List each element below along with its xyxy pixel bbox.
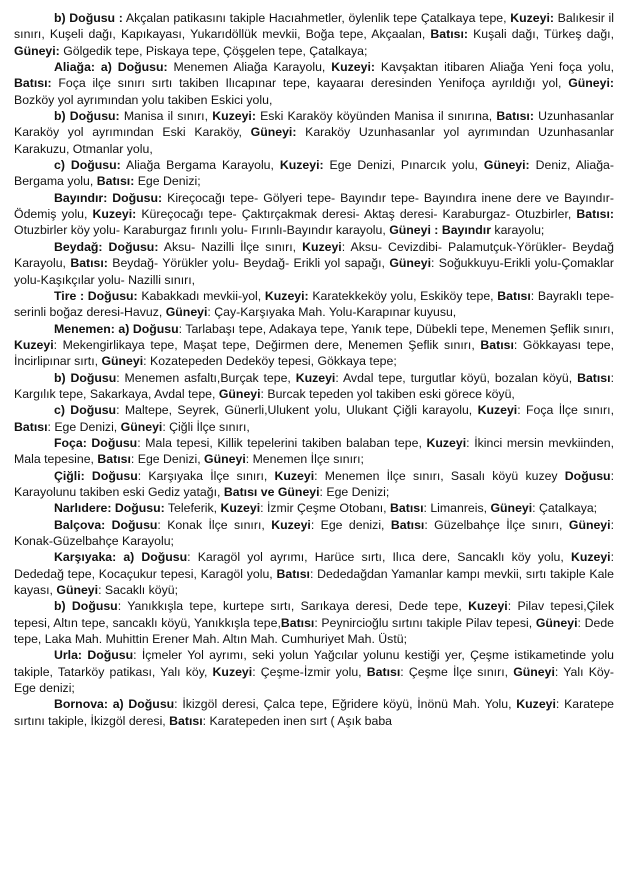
- bold-label: Karşıyaka: a) Doğusu: [54, 550, 188, 565]
- paragraph-text: : Karatepe sırtını takiple, İkizgöl deresi,: [14, 697, 614, 728]
- paragraph-text: Karaköy Uzunhasanlar yol ayrımından Uzunhasanlar Karakuzu, Otmanlar yolu,: [14, 125, 614, 156]
- paragraph: [14, 517, 614, 550]
- paragraph: [14, 468, 614, 501]
- bold-label: Kuzeyi: [220, 501, 261, 516]
- bold-label: Güneyi: [513, 664, 555, 679]
- paragraph-text: Balıkesir il sınırı, Kuşeli dağı, Kapıkayası, Yukarıdöllük mevkii, Boğa tepe, Akçaalan,: [14, 11, 614, 42]
- paragraph-text: : Aksu- Cevizdibi- Palamutçuk-Yörükler- Beydağ Karayolu,: [14, 239, 614, 271]
- bold-label: Kuzeyi: [426, 435, 467, 450]
- bold-label: Kuzeyi: [477, 403, 518, 418]
- bold-label: Kuzeyi:: [212, 109, 256, 124]
- paragraph-text: Otuzbirler köy yolu- Karaburgaz fırınlı yolu- Fırınlı-Bayındır karayolu,: [14, 223, 390, 238]
- bold-label: Kuzeyi: [212, 664, 253, 679]
- bold-label: Çiğli: Doğusu: [54, 468, 138, 483]
- paragraph-text: : Ege Denizi,: [47, 419, 121, 434]
- bold-label: Güneyi : Bayındır: [389, 223, 492, 238]
- paragraph: [14, 157, 614, 190]
- paragraph: [14, 647, 614, 696]
- bold-label: Beydağ: Doğusu:: [54, 239, 159, 254]
- paragraph-text: : Gökkayası tepe, İncirlipınar sırtı,: [14, 337, 614, 369]
- bold-label: c) Doğusu: [54, 403, 117, 418]
- bold-label: Foça: Doğusu: [54, 435, 138, 450]
- paragraph-text: Akçalan patikasını takiple Hacıahmetler, öylenlik tepe Çatalkaya tepe,: [122, 11, 511, 25]
- paragraph-text: Bozköy yol ayrımından yolu takiben Eskici yolu,: [14, 92, 273, 107]
- bold-label: Batısı: [390, 517, 425, 532]
- bold-label: Batısı ve Güneyi: [223, 484, 320, 499]
- bold-label: Güneyi: [490, 501, 533, 516]
- paragraph: [14, 190, 614, 239]
- paragraph-text: : Karşıyaka İlçe sınırı,: [137, 468, 275, 483]
- paragraph: [14, 435, 614, 468]
- paragraph-text: : Sacaklı köyü;: [98, 583, 179, 598]
- paragraph-text: Kavşaktan itibaren Aliağa Yeni foça yolu,: [374, 60, 614, 75]
- paragraph-text: Manisa il sınırı,: [119, 109, 213, 124]
- bold-label: Aliağa: a) Doğusu:: [54, 60, 168, 75]
- paragraph: [14, 239, 614, 288]
- paragraph: [14, 500, 614, 516]
- document-body: [14, 10, 614, 729]
- paragraph-text: : İkizgöl deresi, Çalca tepe, Eğridere köyü, İnönü Mah. Yolu,: [174, 697, 517, 712]
- bold-label: Kuzeyi: [295, 370, 336, 385]
- paragraph-text: : Ege Denizi,: [130, 452, 205, 467]
- bold-label: Batısı: [280, 615, 315, 630]
- bold-label: Güneyi: [389, 256, 431, 271]
- paragraph-text: : Dededağdan Yamanlar kampı mevkii, sırtı takiple Kale kayası,: [14, 566, 615, 598]
- bold-label: Kuzeyi:: [331, 60, 375, 75]
- bold-label: Güneyi: [535, 615, 578, 630]
- paragraph-text: : İzmir Çeşme Otobanı,: [260, 501, 390, 516]
- paragraph-text: : Karatepeden inen sırt ( Aşık baba: [202, 713, 392, 728]
- paragraph-text: : Menemen İlçe sınırı, Sasalı köyü kuzey: [314, 468, 565, 483]
- paragraph-text: : Çay-Karşıyaka Mah. Yolu-Karapınar kuyusu,: [207, 305, 457, 320]
- bold-label: Batısı: [390, 501, 424, 516]
- bold-label: Güneyi: [568, 517, 611, 532]
- paragraph-text: : Peynircioğlu sırtını takiple Pilav tepesi,: [314, 615, 536, 630]
- bold-label: Batısı: [577, 370, 611, 385]
- paragraph-text: : Tarlabaşı tepe, Adakaya tepe, Yanık tepe, Dübekli tepe, Menemen Şeflik sınırı,: [178, 321, 614, 336]
- bold-label: b) Doğusu :: [54, 11, 123, 25]
- bold-label: Bornova: a) Doğusu: [54, 697, 175, 712]
- paragraph-text: karayolu;: [491, 223, 545, 238]
- paragraph: [14, 549, 614, 598]
- bold-label: Urla: Doğusu: [54, 648, 134, 663]
- paragraph-text: : Menemen İlçe sınırı;: [245, 452, 364, 467]
- paragraph-text: : Foça İlçe sınırı,: [517, 403, 614, 418]
- paragraph-text: : Maltepe, Seyrek, Günerli,Ulukent yolu, Ulukant Çiğli karayolu,: [116, 403, 478, 418]
- paragraph-text: : Soğukkuyu-Erikli yolu-Çomaklar yolu-Kaşıkçılar yolu- Nazilli sınırı,: [14, 256, 614, 287]
- bold-label: Güneyi:: [483, 158, 530, 173]
- paragraph-text: : Ege Denizi;: [319, 484, 390, 499]
- paragraph-text: Aliağa Bergama Karayolu,: [120, 158, 280, 173]
- paragraph-text: : Kozatepeden Dedeköy tepesi, Gökkaya tepe;: [143, 354, 397, 369]
- paragraph-text: : Pilav tepesi,Çilek tepesi, Altın tepe, sancaklı köyü, Yanıkkışla tepe,: [14, 599, 614, 630]
- paragraph-text: Teleferik,: [164, 501, 221, 516]
- bold-label: Bayındır: Doğusu:: [54, 190, 163, 205]
- bold-label: b) Doğusu: [54, 599, 118, 614]
- paragraph-text: Kabakkadı mevkii-yol,: [137, 288, 265, 303]
- paragraph-text: : Limanreis,: [423, 501, 491, 516]
- paragraph-text: Ege Denizi, Pınarcık yolu,: [323, 158, 484, 173]
- paragraph-text: : Yanıkkışla tepe, kurtepe sırtı, Sarıkaya deresi, Dede tepe,: [117, 599, 469, 614]
- paragraph: [14, 696, 614, 729]
- paragraph: [14, 108, 614, 157]
- paragraph-text: : İçmeler Yol ayrımı, seki yolun Yağcılar yolunu kestiği yer, Çeşme istikametinde yolu takiple, Tatarköy patikası, Yalı köy,: [14, 648, 614, 679]
- bold-label: Batısı:: [96, 174, 135, 189]
- paragraph-text: : Avdal tepe, turgutlar köyü, bozalan köyü,: [335, 370, 578, 385]
- bold-label: Batısı: [497, 288, 531, 303]
- paragraph: [14, 370, 614, 403]
- paragraph-text: : Yalı Köy- Ege denizi;: [14, 664, 614, 696]
- bold-label: Güneyi: [120, 419, 163, 434]
- paragraph-text: Foça ilçe sınırı sırtı takiben Ilıcapınar tepe, kayaaraı deresinden Yenifoça ayrıldığı yol,: [51, 76, 569, 91]
- bold-label: Güneyi: [101, 354, 144, 369]
- paragraph-text: : Dededağ tepe, Kocaçukur tepesi, Karagöl yolu,: [14, 550, 614, 581]
- paragraph-text: Gölgedik tepe, Piskaya tepe, Çöşgelen tepe, Çatalkaya;: [59, 43, 368, 58]
- bold-label: Balçova: Doğusu: [54, 517, 158, 532]
- paragraph-text: : İkinci mersin mevkiinden, Mala tepesine,: [14, 435, 614, 467]
- bold-label: Batısı: [97, 452, 131, 467]
- paragraph-text: : Karayolunu takiben eski Gediz yatağı,: [14, 468, 614, 499]
- paragraph-text: : Çeşme İlçe sınırı,: [400, 664, 514, 679]
- paragraph-text: Eski Karaköy köyünden Manisa il sınırına,: [255, 109, 497, 124]
- paragraph-text: : Çiğli İlçe sınırı,: [162, 419, 250, 434]
- bold-label: Güneyi:: [250, 125, 297, 140]
- bold-label: Batısı:: [576, 207, 614, 222]
- paragraph-text: : Konak-Güzelbahçe Karayolu;: [14, 517, 614, 548]
- bold-label: Batısı:: [14, 76, 52, 91]
- paragraph-text: : Dede tepe, Laka Mah. Muhittin Erener Mah. Altın Mah. Cumhuriyet Mah. Üstü;: [14, 615, 614, 647]
- paragraph-text: : Karagöl yol ayrımı, Harüce sırtı, Ilıca dere, Sancaklı köy yolu,: [187, 550, 571, 565]
- bold-label: Batısı:: [70, 256, 108, 271]
- bold-label: Tire : Doğusu:: [54, 288, 138, 303]
- paragraph-text: Menemen Aliağa Karayolu,: [167, 60, 332, 75]
- paragraph-text: : Menemen asfaltı,Burçak tepe,: [116, 370, 296, 385]
- bold-label: Batısı: [169, 713, 203, 728]
- bold-label: Doğusu: [564, 468, 611, 483]
- paragraph-text: : Konak İlçe sınırı,: [157, 517, 272, 532]
- paragraph-text: Kireçocağı tepe- Gölyeri tepe- Bayındır tepe- Bayındıra inene dere ve Bayındır- Ödemiş yolu,: [14, 190, 614, 222]
- bold-label: b) Doğusu:: [54, 109, 120, 124]
- paragraph-text: Karatekkeköy yolu, Eskiköy tepe,: [308, 288, 498, 303]
- paragraph-text: : Çatalkaya;: [532, 501, 598, 516]
- bold-label: b) Doğusu: [54, 370, 117, 385]
- paragraph-text: Beydağ- Yörükler yolu- Beydağ- Erikli yol sapağı,: [107, 256, 390, 271]
- bold-label: Kuzeyi:: [92, 207, 137, 222]
- paragraph-text: Kuşali dağı, Türkeş dağı,: [467, 27, 615, 42]
- paragraph-text: : Ege denizi,: [310, 517, 391, 532]
- paragraph: [14, 59, 614, 108]
- bold-label: Kuzeyi: [271, 517, 311, 532]
- paragraph-text: : Mekengirlikaya tepe, Maşat tepe, Değirmen dere, Menemen Şeflik sınırı,: [53, 337, 481, 352]
- paragraph-text: : Kargılık tepe, Sakarkaya, Avdal tepe,: [14, 370, 614, 401]
- bold-label: Kuzeyi:: [279, 158, 324, 173]
- bold-label: Güneyi: [56, 583, 99, 598]
- paragraph: [14, 10, 614, 59]
- bold-label: Kuzeyi: [14, 337, 54, 352]
- paragraph-text: : Mala tepesi, Killik tepelerini takiben balaban tepe,: [137, 435, 427, 450]
- paragraph: [14, 598, 614, 647]
- bold-label: Batısı:: [496, 109, 534, 124]
- bold-label: Güneyi: [165, 305, 208, 320]
- paragraph-text: Deniz, Aliağa- Bergama yolu,: [14, 158, 614, 189]
- bold-label: Batısı: [480, 337, 514, 352]
- paragraph-text: : Güzelbahçe İlçe sınırı,: [424, 517, 569, 532]
- paragraph-text: : Burcak tepeden yol takiben eski görece köyü,: [260, 386, 515, 401]
- bold-label: Kuzeyi: [570, 550, 611, 565]
- bold-label: Menemen: a) Doğusu: [54, 321, 179, 336]
- paragraph-text: : Çeşme-İzmir yolu,: [252, 664, 367, 679]
- bold-label: Batısı: [276, 566, 310, 581]
- bold-label: Narlıdere: Doğusu:: [54, 501, 165, 516]
- paragraph: [14, 288, 614, 321]
- bold-label: Güneyi: [218, 386, 261, 401]
- bold-label: Kuzeyi: [516, 697, 556, 712]
- bold-label: Batısı:: [430, 27, 468, 42]
- bold-label: c) Doğusu:: [54, 158, 121, 173]
- bold-label: Kuzeyi:: [264, 288, 309, 303]
- paragraph-text: Uzunhasanlar Karaköy yol ayrımından Eski Karaköy,: [14, 109, 614, 140]
- bold-label: Batısı: [14, 419, 48, 434]
- paragraph: [14, 402, 614, 435]
- paragraph-text: Ege Denizi;: [134, 174, 201, 189]
- paragraph-text: Aksu- Nazilli İlçe sınırı,: [158, 239, 303, 254]
- paragraph-text: : Bayraklı tepe- serinli boğaz deresi-Havuz,: [14, 288, 614, 320]
- bold-label: Güneyi: [204, 452, 246, 467]
- bold-label: Batısı: [366, 664, 401, 679]
- bold-label: Kuzeyi:: [510, 11, 554, 25]
- bold-label: Kuzeyi: [302, 239, 342, 254]
- bold-label: Kuzeyi: [468, 599, 508, 614]
- bold-label: Güneyi:: [14, 43, 60, 58]
- paragraph-text: Küreçocağı tepe- Çaktırçakmak deresi- Aktaş deresi- Karaburgaz- Otuzbirler,: [136, 207, 577, 222]
- bold-label: Güneyi:: [568, 76, 614, 91]
- bold-label: Kuzeyi: [274, 468, 315, 483]
- paragraph: [14, 321, 614, 370]
